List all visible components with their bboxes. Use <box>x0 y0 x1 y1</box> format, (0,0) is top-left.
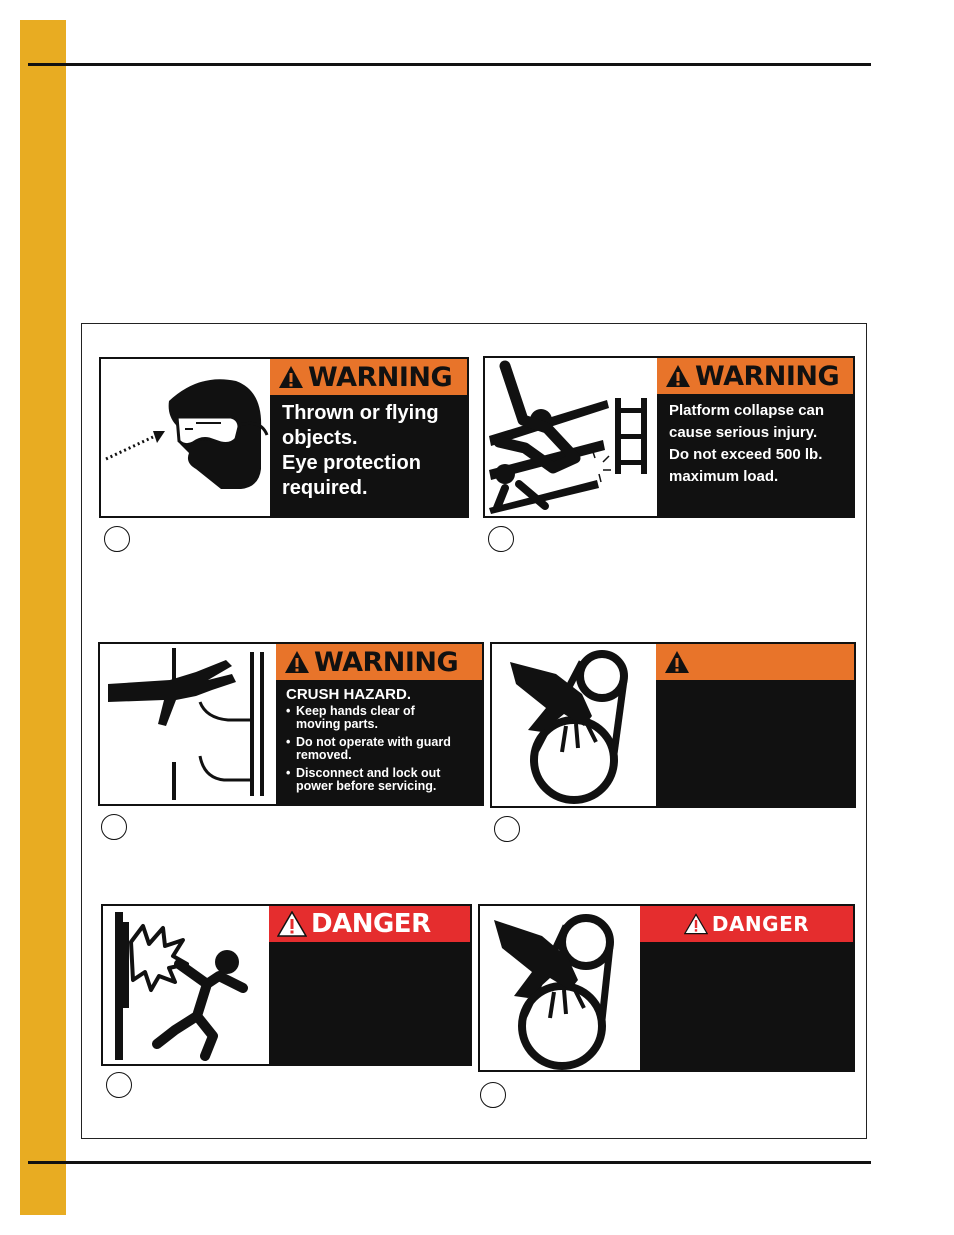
callout-circle <box>104 526 130 552</box>
decal-message: Platform collapse can cause serious injury. Do not exceed 500 lb. maximum load. <box>669 402 825 485</box>
falling-person-icon <box>485 358 657 516</box>
decal-belt-entanglement-danger <box>478 904 855 1072</box>
list-item: • Disconnect and lock out power before servicing. <box>286 767 482 793</box>
footer-rule <box>28 1161 871 1164</box>
belt-entanglement-icon <box>492 644 656 806</box>
alert-triangle-icon <box>278 365 304 389</box>
signal-word-header <box>269 906 470 942</box>
hand-crush-icon <box>100 644 276 804</box>
signal-word: DANGER <box>311 909 431 939</box>
callout-circle <box>106 1072 132 1098</box>
signal-word-header <box>270 359 467 395</box>
alert-triangle-icon <box>684 913 708 935</box>
signal-word: DANGER <box>711 912 810 936</box>
signal-word-header <box>276 644 482 680</box>
alert-triangle-icon <box>664 650 690 674</box>
decal-crush-hazard <box>98 642 484 806</box>
list-item: • Keep hands clear of moving parts. <box>286 705 482 731</box>
signal-word: WARNING <box>314 646 459 678</box>
callout-circle <box>480 1082 506 1108</box>
signal-word-header <box>657 358 853 394</box>
list-item: • Do not operate with guard removed. <box>286 736 482 762</box>
callout-circle <box>494 816 520 842</box>
signal-word: WARNING <box>308 361 453 393</box>
alert-triangle-icon <box>665 364 691 388</box>
alert-triangle-icon <box>284 650 310 674</box>
callout-circle <box>101 814 127 840</box>
decal-belt-entanglement-warning <box>490 642 856 808</box>
decal-electrocution <box>101 904 472 1066</box>
decal-bullet-list <box>276 705 482 798</box>
decal-eye-protection <box>99 357 469 518</box>
side-color-bar <box>20 20 66 1215</box>
goggles-head-icon <box>101 359 270 516</box>
decal-platform-collapse <box>483 356 855 518</box>
decal-message: Thrown or flying objects. Eye protection required. <box>282 402 439 499</box>
belt-entanglement-icon <box>480 906 640 1070</box>
electrocution-icon <box>103 906 269 1064</box>
signal-word-header <box>640 906 853 942</box>
header-rule <box>28 63 871 66</box>
signal-word-header <box>656 644 854 680</box>
callout-circle <box>488 526 514 552</box>
signal-word: WARNING <box>695 360 840 392</box>
alert-triangle-icon <box>277 911 307 937</box>
decal-title: CRUSH HAZARD. <box>286 686 411 703</box>
